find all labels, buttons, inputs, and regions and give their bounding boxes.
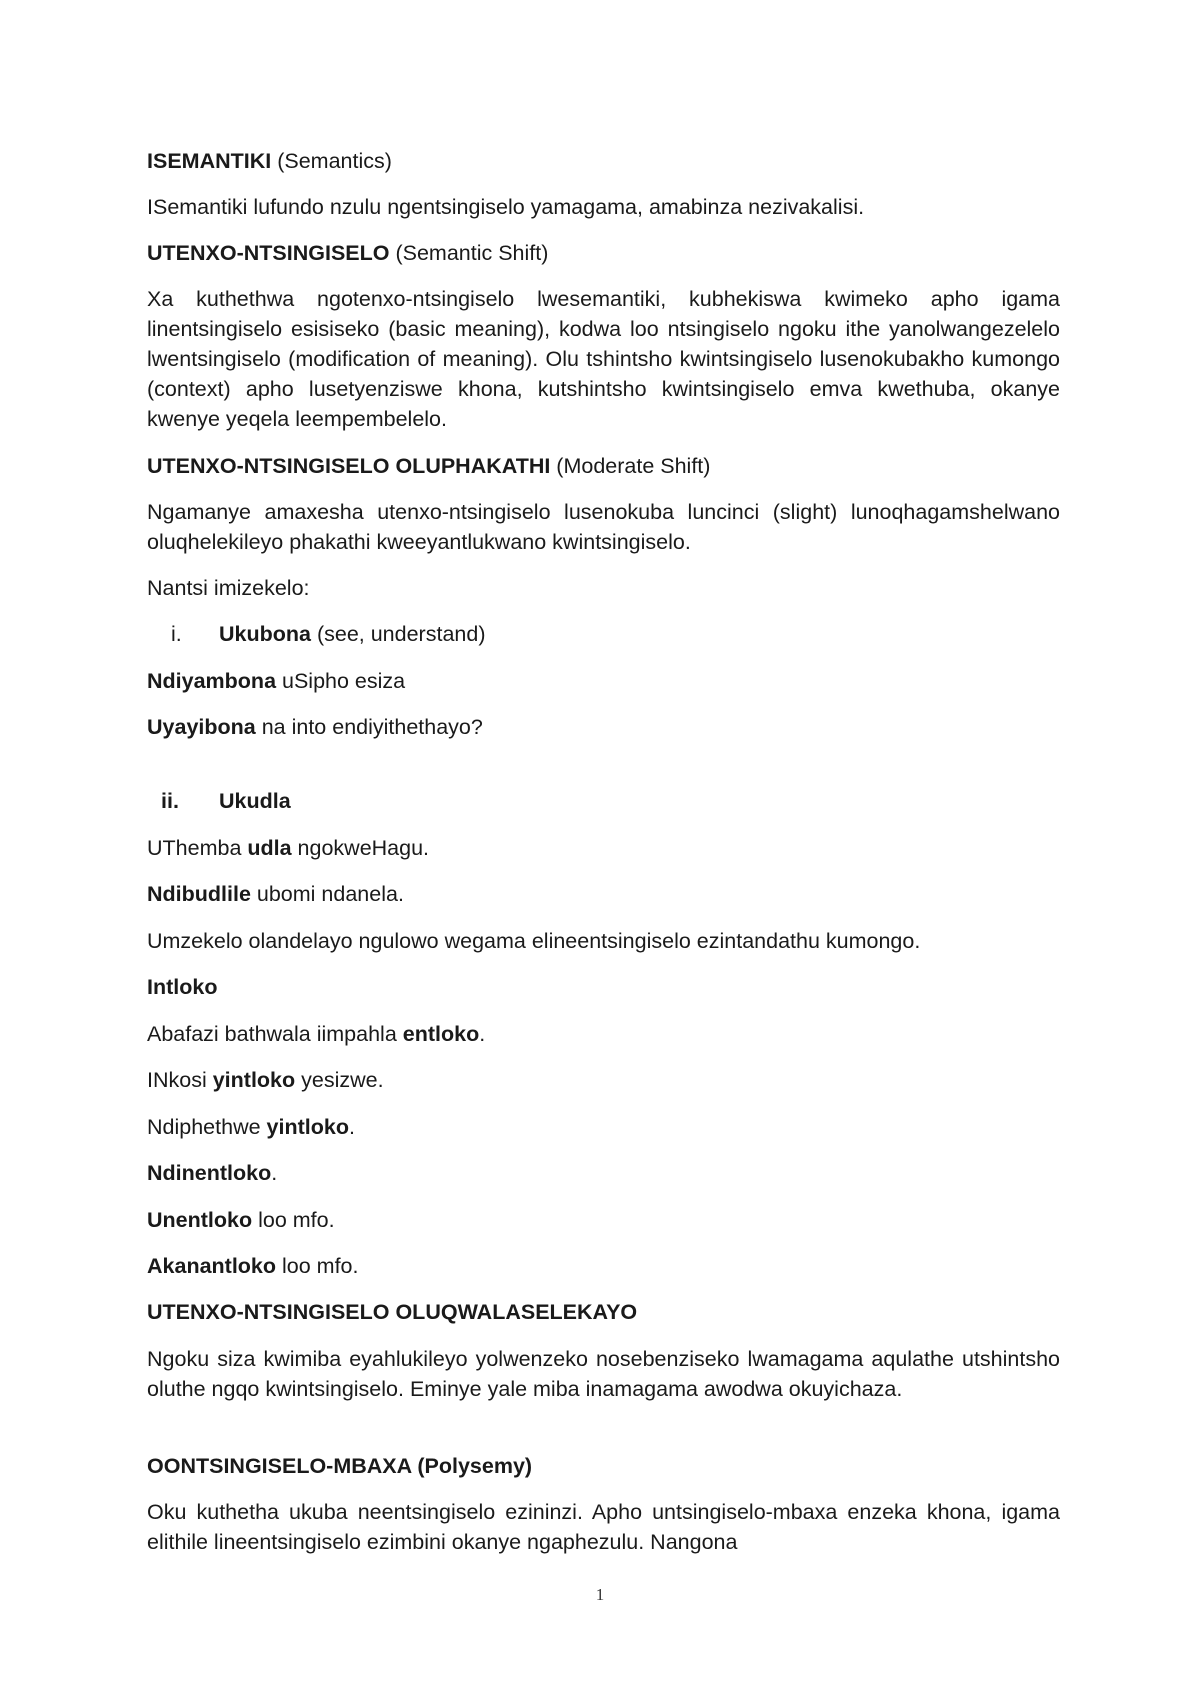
list-item-text: Ukudla — [219, 789, 291, 813]
paragraph-six-meanings: Umzekelo olandelayo ngulowo wegama elineentsingiselo ezintandathu kumongo. — [147, 929, 921, 953]
example-sentence: Akanantloko loo mfo. — [147, 1254, 359, 1278]
heading-semantic-shift: UTENXO-NTSINGISELO (Semantic Shift) — [147, 241, 549, 265]
paragraph-definition: ISemantiki lufundo nzulu ngentsingiselo yamagama, amabinza nezivakalisi. — [147, 195, 865, 219]
example-sentence: INkosi yintloko yesizwe. — [147, 1068, 384, 1092]
example-sentence: Abafazi bathwala iimpahla entloko. — [147, 1022, 486, 1046]
heading-isemantiki: ISEMANTIKI (Semantics) — [147, 149, 392, 173]
example-sentence: Uyayibona na into endiyithethayo? — [147, 715, 483, 739]
heading-moderate-shift: UTENXO-NTSINGISELO OLUPHAKATHI (Moderate Shift) — [147, 454, 711, 478]
paragraph-semantic-shift: Xa kuthethwa ngotenxo-ntsingiselo lwesemantiki, kubhekiswa kwimeko apho igama linentsingiselo esisiseko (basic meaning), kodwa loo ntsingiselo ngoku ithe yanolwangezelelo lwentsingiselo (modification of meaning). Olu tshintsho kwintsingiselo lusenokubakho kumongo (context) apho lusetyenziswe khona, kutshintsho kwintsingiselo emva kwethuba, okanye kwenye yeqela leempembelelo. — [147, 287, 1060, 431]
example-sentence: Ndibudlile ubomi ndanela. — [147, 882, 404, 906]
heading-polysemy: OONTSINGISELO-MBAXA (Polysemy) — [147, 1454, 533, 1478]
paragraph-notable-shift: Ngoku siza kwimiba eyahlukileyo yolwenzeko nosebenziseko lwamagama aqulathe utshintsho oluthe ngqo kwintsingiselo. Eminye yale miba inamagama awodwa okuyichaza. — [147, 1347, 1060, 1401]
example-sentence: Unentloko loo mfo. — [147, 1208, 335, 1232]
example-sentence: Ndiyambona uSipho esiza — [147, 669, 406, 693]
example-sentence: Ndinentloko. — [147, 1161, 278, 1185]
page-number: 1 — [595, 1585, 605, 1604]
paragraph-examples-intro: Nantsi imizekelo: — [147, 576, 310, 600]
paragraph-moderate-shift: Ngamanye amaxesha utenxo-ntsingiselo lusenokuba luncinci (slight) lunoqhagamshelwano oluqhelekileyo phakathi kweeyantlukwano kwintsingiselo. — [147, 500, 1060, 554]
heading-intloko: Intloko — [147, 975, 218, 999]
list-item-text: Ukubona (see, understand) — [219, 622, 486, 646]
heading-notable-shift: UTENXO-NTSINGISELO OLUQWALASELEKAYO — [147, 1300, 638, 1324]
list-number: i. — [171, 622, 182, 646]
paragraph-polysemy: Oku kuthetha ukuba neentsingiselo ezininzi. Apho untsingiselo-mbaxa enzeka khona, igama elithile lineentsingiselo ezimbini okanye ngaphezulu. Nangona — [147, 1500, 1060, 1554]
example-sentence: UThemba udla ngokweHagu. — [147, 836, 430, 860]
example-sentence: Ndiphethwe yintloko. — [147, 1115, 355, 1139]
list-number: ii. — [161, 789, 179, 813]
